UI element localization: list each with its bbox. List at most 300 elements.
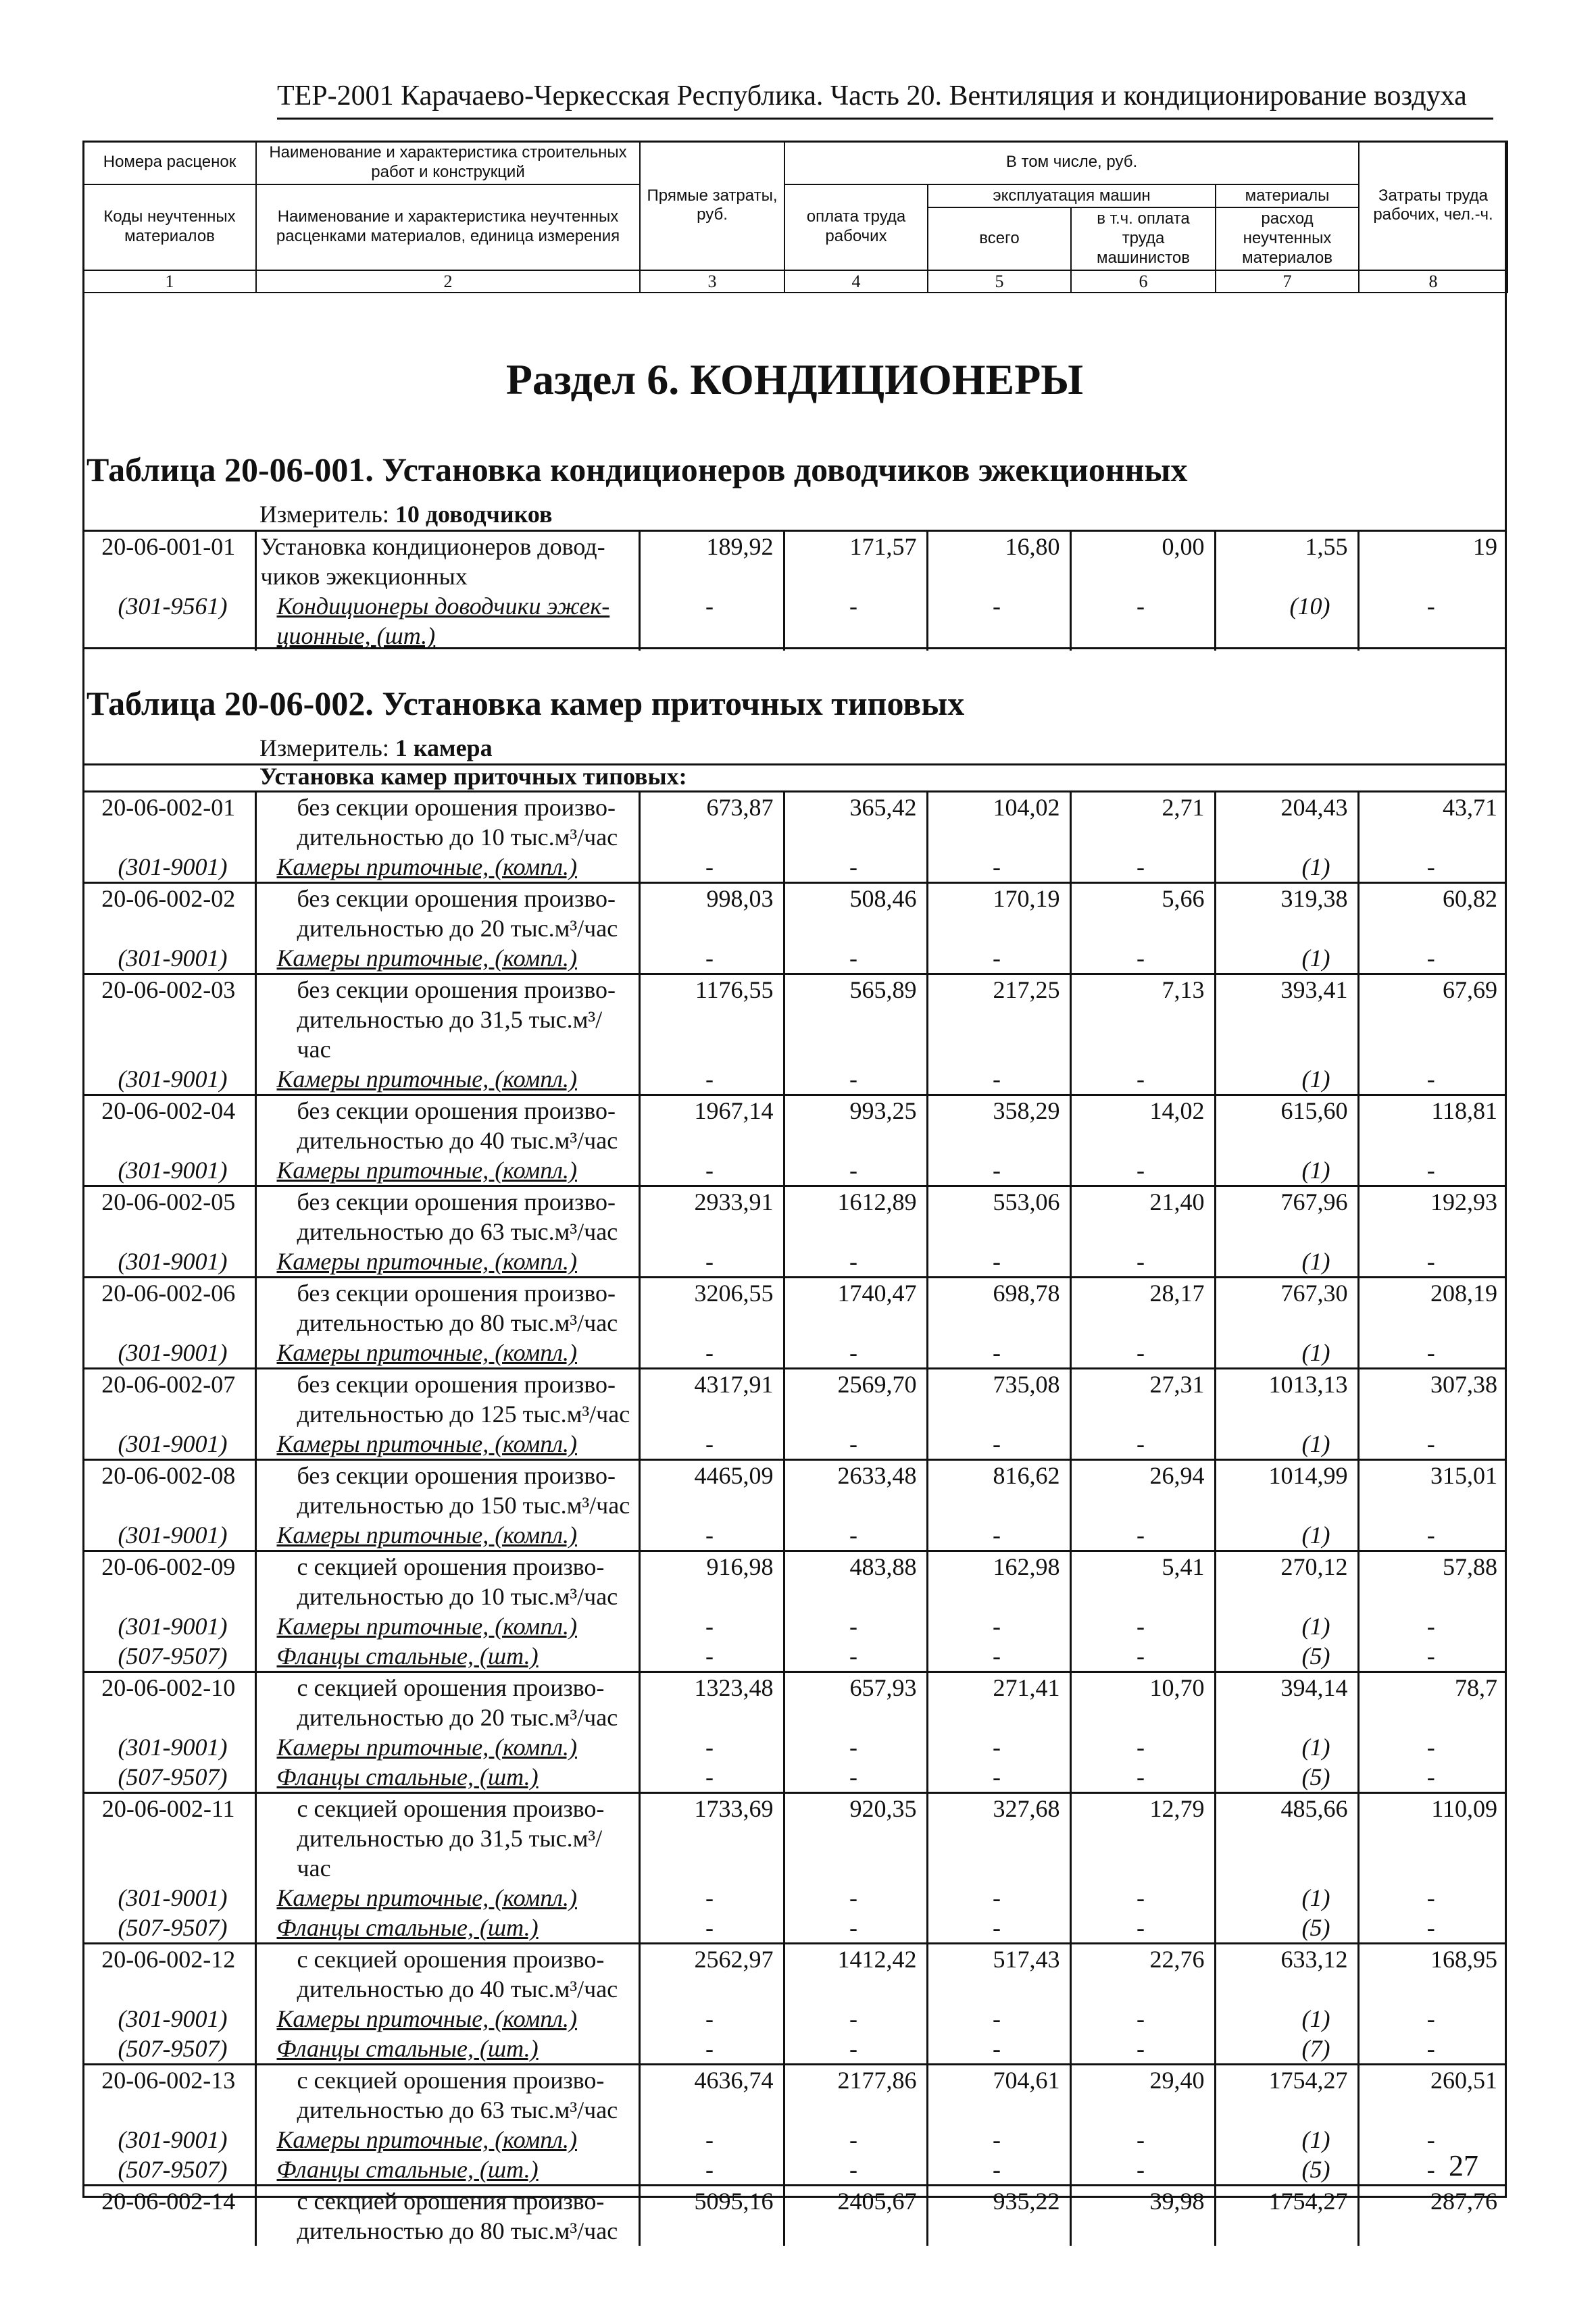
material-cell: (1) <box>1215 1520 1358 1551</box>
material-cell: (5) <box>1215 2155 1358 2186</box>
machines-total-cell: - <box>927 1064 1070 1095</box>
machines-total-cell: - <box>927 1338 1070 1369</box>
labor-hours-cell: 118,81 <box>1358 1095 1507 1156</box>
material-row <box>82 852 1507 883</box>
direct-cost-cell: - <box>639 1611 784 1641</box>
material-cell: (5) <box>1215 1641 1358 1672</box>
worker-pay-cell: - <box>784 1611 927 1641</box>
labor-hours-cell: 287,76 <box>1358 2186 1507 2246</box>
rate-code-cell: 20-06-002-10 <box>82 1672 255 1733</box>
direct-cost-cell: - <box>639 1247 784 1278</box>
worker-pay-cell: - <box>784 1155 927 1186</box>
material-cell: (1) <box>1215 1247 1358 1278</box>
material-cell: 767,96 <box>1215 1186 1358 1247</box>
labor-hours-cell: - <box>1358 1611 1507 1641</box>
worker-pay-cell: 993,25 <box>784 1095 927 1156</box>
labor-hours-cell: - <box>1358 1520 1507 1551</box>
worker-pay-cell: - <box>784 1641 927 1672</box>
machinist-pay-cell: - <box>1070 1064 1215 1095</box>
worker-pay-cell: 920,35 <box>784 1793 927 1884</box>
rate-code-cell: 20-06-002-05 <box>82 1186 255 1247</box>
col-labor-hours-header: Затраты труда рабочих, чел.-ч. <box>1359 141 1507 270</box>
rate-code-cell: 20-06-002-11 <box>82 1793 255 1884</box>
machinist-pay-cell: 0,00 <box>1070 531 1215 592</box>
direct-cost-cell: 4636,74 <box>639 2065 784 2126</box>
work-name-cell: Камеры приточные, (компл.) <box>255 943 639 974</box>
work-name-cell: Фланцы стальные, (шт.) <box>255 1641 639 1672</box>
material-cell: (1) <box>1215 2125 1358 2155</box>
col-material-name-header: Наименование и характеристика неучтенных расценками материалов, единица измерения <box>256 184 640 270</box>
table2-title: Таблица 20-06-002. Установка камер приточных типовых <box>86 684 965 722</box>
col-number-4: 4 <box>784 270 928 293</box>
work-name-cell: Камеры приточные, (компл.) <box>255 1883 639 1913</box>
machinist-pay-cell: 29,40 <box>1070 2065 1215 2126</box>
rate-code-cell: (301-9001) <box>118 1065 228 1092</box>
labor-hours-cell: 260,51 <box>1358 2065 1507 2126</box>
material-cell: (1) <box>1215 1155 1358 1186</box>
machinist-pay-cell: - <box>1070 1913 1215 1944</box>
work-name-cell: с секцией орошения произво-дительностью до 20 тыс.м³/час <box>255 1672 639 1733</box>
machinist-pay-cell: - <box>1070 852 1215 883</box>
work-name-cell: Фланцы стальные, (шт.) <box>255 2034 639 2065</box>
labor-hours-cell: - <box>1358 2155 1507 2186</box>
machinist-pay-cell: - <box>1070 2155 1215 2186</box>
material-row <box>82 1155 1507 1186</box>
material-cell: 204,43 <box>1215 792 1358 853</box>
machinist-pay-cell: 12,79 <box>1070 1793 1215 1884</box>
labor-hours-cell: - <box>1358 2004 1507 2034</box>
rate-code-cell: (301-9001) <box>118 1734 228 1761</box>
col-number-8: 8 <box>1359 270 1507 293</box>
machines-total-cell: 327,68 <box>927 1793 1070 1884</box>
labor-hours-cell: - <box>1358 1247 1507 1278</box>
labor-hours-cell: 168,95 <box>1358 1944 1507 2005</box>
material-cell: 1754,27 <box>1215 2065 1358 2126</box>
direct-cost-cell: 673,87 <box>639 792 784 853</box>
material-row <box>82 1883 1507 1913</box>
labor-hours-cell: - <box>1358 2125 1507 2155</box>
machines-total-cell: 735,08 <box>927 1369 1070 1430</box>
material-cell: 767,30 <box>1215 1278 1358 1338</box>
direct-cost-cell: 5095,16 <box>639 2186 784 2246</box>
direct-cost-cell: 189,92 <box>639 531 784 592</box>
worker-pay-cell: - <box>784 1913 927 1944</box>
material-cell: (7) <box>1215 2034 1358 2065</box>
work-name-cell: Установка кондиционеров довод-чиков эжекционных <box>255 531 639 592</box>
worker-pay-cell: 1412,42 <box>784 1944 927 2005</box>
worker-pay-cell: - <box>784 1338 927 1369</box>
rate-code-cell: 20-06-002-02 <box>82 883 255 944</box>
labor-hours-cell: 19 <box>1358 531 1507 592</box>
work-name-cell: без секции орошения произво-дительностью до 31,5 тыс.м³/час <box>255 974 639 1065</box>
machinist-pay-cell: - <box>1070 2004 1215 2034</box>
rate-code-cell: 20-06-002-03 <box>82 974 255 1065</box>
rate-row <box>82 2065 1507 2126</box>
direct-cost-cell: - <box>639 1429 784 1460</box>
rate-row <box>82 2186 1507 2246</box>
rate-code-cell: (301-9001) <box>118 1521 228 1549</box>
work-name-cell: без секции орошения произво-дительностью до 125 тыс.м³/час <box>255 1369 639 1430</box>
material-row <box>82 1732 1507 1762</box>
material-row <box>82 1064 1507 1095</box>
material-cell: (1) <box>1215 2004 1358 2034</box>
machinist-pay-cell: - <box>1070 591 1215 651</box>
machinist-pay-cell: - <box>1070 1641 1215 1672</box>
material-row <box>82 2034 1507 2065</box>
material-cell: 485,66 <box>1215 1793 1358 1884</box>
rate-code-cell: (507-9507) <box>118 1914 228 1941</box>
machinist-pay-cell: 7,13 <box>1070 974 1215 1065</box>
col-number-6: 6 <box>1071 270 1216 293</box>
work-name-cell: Камеры приточные, (компл.) <box>255 1247 639 1278</box>
machines-total-cell: - <box>927 1611 1070 1641</box>
material-row <box>82 1913 1507 1944</box>
machines-total-cell: 358,29 <box>927 1095 1070 1156</box>
machines-total-cell: 935,22 <box>927 2186 1070 2246</box>
rate-code-cell: 20-06-002-07 <box>82 1369 255 1430</box>
work-name-cell: Камеры приточные, (компл.) <box>255 1611 639 1641</box>
rate-code-cell: (301-9001) <box>118 2005 228 2032</box>
table1-body <box>82 530 1507 651</box>
material-cell: (1) <box>1215 943 1358 974</box>
labor-hours-cell: 78,7 <box>1358 1672 1507 1733</box>
labor-hours-cell: - <box>1358 1338 1507 1369</box>
table1-title: Таблица 20-06-001. Установка кондиционеров доводчиков эжекционных <box>86 451 1188 488</box>
labor-hours-cell: 307,38 <box>1358 1369 1507 1430</box>
table2-measure-value: 1 камера <box>395 734 493 761</box>
direct-cost-cell: - <box>639 2004 784 2034</box>
direct-cost-cell: - <box>639 1913 784 1944</box>
material-cell: (1) <box>1215 852 1358 883</box>
material-row <box>82 1641 1507 1672</box>
machinist-pay-cell: 28,17 <box>1070 1278 1215 1338</box>
table1-measure-label: Измеритель: <box>259 501 389 528</box>
machinist-pay-cell: 2,71 <box>1070 792 1215 853</box>
material-cell: 394,14 <box>1215 1672 1358 1733</box>
worker-pay-cell: - <box>784 1520 927 1551</box>
labor-hours-cell: - <box>1358 1641 1507 1672</box>
rate-row <box>82 1369 1507 1430</box>
direct-cost-cell: - <box>639 852 784 883</box>
col-number-7: 7 <box>1216 270 1359 293</box>
rate-code-cell: (301-9001) <box>118 1339 228 1366</box>
material-row <box>82 2125 1507 2155</box>
rate-row <box>82 974 1507 1065</box>
work-name-cell: Камеры приточные, (компл.) <box>255 1429 639 1460</box>
machinist-pay-cell: - <box>1070 1732 1215 1762</box>
worker-pay-cell: 483,88 <box>784 1551 927 1612</box>
rate-code-cell: (301-9001) <box>118 1884 228 1911</box>
material-cell: 615,60 <box>1215 1095 1358 1156</box>
worker-pay-cell: - <box>784 1732 927 1762</box>
machinist-pay-cell: 39,98 <box>1070 2186 1215 2246</box>
direct-cost-cell: - <box>639 943 784 974</box>
worker-pay-cell: 1612,89 <box>784 1186 927 1247</box>
section-title: Раздел 6. КОНДИЦИОНЕРЫ <box>505 355 1084 403</box>
direct-cost-cell: 2933,91 <box>639 1186 784 1247</box>
worker-pay-cell: - <box>784 1064 927 1095</box>
work-name-cell: Камеры приточные, (компл.) <box>255 1064 639 1095</box>
material-cell: (1) <box>1215 1064 1358 1095</box>
worker-pay-cell: - <box>784 943 927 974</box>
rate-row <box>82 1793 1507 1884</box>
machines-total-cell: - <box>927 1429 1070 1460</box>
table2-measure <box>259 734 493 762</box>
direct-cost-cell: 916,98 <box>639 1551 784 1612</box>
col-direct-cost-header: Прямые затраты, руб. <box>640 141 784 270</box>
machinist-pay-cell: - <box>1070 2034 1215 2065</box>
rate-code-cell: (507-9507) <box>118 2035 228 2062</box>
material-cell: (1) <box>1215 1883 1358 1913</box>
table1-measure-value: 10 доводчиков <box>395 501 553 528</box>
machines-total-cell: 217,25 <box>927 974 1070 1065</box>
direct-cost-cell: - <box>639 1641 784 1672</box>
machines-total-cell: 553,06 <box>927 1186 1070 1247</box>
worker-pay-cell: 171,57 <box>784 531 927 592</box>
machinist-pay-cell: 26,94 <box>1070 1460 1215 1521</box>
machinist-pay-cell: - <box>1070 1762 1215 1793</box>
machines-total-cell: 16,80 <box>927 531 1070 592</box>
direct-cost-cell: - <box>639 591 784 651</box>
direct-cost-cell: - <box>639 1732 784 1762</box>
material-cell: 633,12 <box>1215 1944 1358 2005</box>
work-name-cell: без секции орошения произво-дительностью до 10 тыс.м³/час <box>255 792 639 853</box>
work-name-cell: Камеры приточные, (компл.) <box>255 1338 639 1369</box>
machines-total-cell: - <box>927 1247 1070 1278</box>
labor-hours-cell: 208,19 <box>1358 1278 1507 1338</box>
direct-cost-cell: - <box>639 2125 784 2155</box>
rate-code-cell: (507-9507) <box>118 1763 228 1790</box>
machines-total-cell: - <box>927 1883 1070 1913</box>
rate-row <box>82 1186 1507 1247</box>
direct-cost-cell: - <box>639 1155 784 1186</box>
work-name-cell: без секции орошения произво-дительностью до 40 тыс.м³/час <box>255 1095 639 1156</box>
machines-total-cell: - <box>927 2034 1070 2065</box>
labor-hours-cell: - <box>1358 943 1507 974</box>
direct-cost-cell: 4317,91 <box>639 1369 784 1430</box>
machines-total-cell: - <box>927 2125 1070 2155</box>
rate-row <box>82 1672 1507 1733</box>
table2-group-label: Установка камер приточных типовых: <box>259 763 687 790</box>
rate-code-cell: 20-06-002-13 <box>82 2065 255 2126</box>
machines-total-cell: 104,02 <box>927 792 1070 853</box>
machinist-pay-cell: - <box>1070 1883 1215 1913</box>
worker-pay-cell: 365,42 <box>784 792 927 853</box>
material-cell: (1) <box>1215 1338 1358 1369</box>
work-name-cell: Камеры приточные, (компл.) <box>255 1155 639 1186</box>
direct-cost-cell: 998,03 <box>639 883 784 944</box>
rate-code-cell: (507-9507) <box>118 1642 228 1669</box>
machines-total-cell: 170,19 <box>927 883 1070 944</box>
rate-code-cell: 20-06-002-01 <box>82 792 255 853</box>
rate-code-cell: (301-9561) <box>118 593 228 620</box>
material-row <box>82 1611 1507 1641</box>
col-number-1: 1 <box>83 270 256 293</box>
material-cell: 1754,27 <box>1215 2186 1358 2246</box>
rate-row <box>82 1551 1507 1612</box>
machines-total-cell: 816,62 <box>927 1460 1070 1521</box>
material-row <box>82 1520 1507 1551</box>
labor-hours-cell: 315,01 <box>1358 1460 1507 1521</box>
rate-row <box>82 1095 1507 1156</box>
col-machines-header: эксплуатация машин <box>928 184 1216 208</box>
machinist-pay-cell: - <box>1070 1247 1215 1278</box>
direct-cost-cell: 1733,69 <box>639 1793 784 1884</box>
rate-code-cell: 20-06-001-01 <box>82 531 255 592</box>
material-row <box>82 1429 1507 1460</box>
labor-hours-cell: - <box>1358 1762 1507 1793</box>
worker-pay-cell: - <box>784 852 927 883</box>
machinist-pay-cell: 10,70 <box>1070 1672 1215 1733</box>
direct-cost-cell: - <box>639 1883 784 1913</box>
rate-code-cell: (301-9001) <box>118 1613 228 1640</box>
machinist-pay-cell: 27,31 <box>1070 1369 1215 1430</box>
direct-cost-cell: - <box>639 2155 784 2186</box>
material-row <box>82 2004 1507 2034</box>
material-row <box>82 1338 1507 1369</box>
rate-code-cell: 20-06-002-14 <box>82 2186 255 2246</box>
labor-hours-cell: 60,82 <box>1358 883 1507 944</box>
col-material-code-header: Коды неучтенных материалов <box>83 184 256 270</box>
page-number: 27 <box>1449 2149 1478 2182</box>
machines-total-cell: 162,98 <box>927 1551 1070 1612</box>
labor-hours-cell: - <box>1358 1913 1507 1944</box>
labor-hours-cell: - <box>1358 1064 1507 1095</box>
col-number-3: 3 <box>640 270 784 293</box>
rate-code-cell: 20-06-002-09 <box>82 1551 255 1612</box>
machines-total-cell: - <box>927 1913 1070 1944</box>
machines-total-cell: - <box>927 1762 1070 1793</box>
labor-hours-cell: - <box>1358 591 1507 651</box>
worker-pay-cell: 2633,48 <box>784 1460 927 1521</box>
material-cell: (1) <box>1215 1611 1358 1641</box>
machines-total-cell: - <box>927 2155 1070 2186</box>
direct-cost-cell: 1323,48 <box>639 1672 784 1733</box>
worker-pay-cell: 508,46 <box>784 883 927 944</box>
material-row <box>82 1247 1507 1278</box>
machines-total-cell: - <box>927 1732 1070 1762</box>
machinist-pay-cell: - <box>1070 1429 1215 1460</box>
table2-body <box>82 790 1507 2246</box>
machines-total-cell: 698,78 <box>927 1278 1070 1338</box>
work-name-cell: Камеры приточные, (компл.) <box>255 2125 639 2155</box>
work-name-cell: с секцией орошения произво-дительностью до 63 тыс.м³/час <box>255 2065 639 2126</box>
direct-cost-cell: 1967,14 <box>639 1095 784 1156</box>
work-name-cell: Камеры приточные, (компл.) <box>255 2004 639 2034</box>
table1-bottom-rule <box>82 647 1507 649</box>
material-cell: 319,38 <box>1215 883 1358 944</box>
work-name-cell: Кондиционеры доводчики эжек-ционные, (шт.) <box>255 591 639 651</box>
worker-pay-cell: 1740,47 <box>784 1278 927 1338</box>
labor-hours-cell: - <box>1358 2034 1507 2065</box>
machines-total-cell: - <box>927 943 1070 974</box>
material-cell: 1014,99 <box>1215 1460 1358 1521</box>
work-name-cell: без секции орошения произво-дительностью до 63 тыс.м³/час <box>255 1186 639 1247</box>
work-name-cell: Камеры приточные, (компл.) <box>255 1520 639 1551</box>
work-name-cell: Фланцы стальные, (шт.) <box>255 2155 639 2186</box>
material-cell: 393,41 <box>1215 974 1358 1065</box>
rate-code-cell: (301-9001) <box>118 2126 228 2153</box>
machines-total-cell: - <box>927 1641 1070 1672</box>
labor-hours-cell: - <box>1358 1429 1507 1460</box>
machines-total-cell: - <box>927 2004 1070 2034</box>
worker-pay-cell: - <box>784 1429 927 1460</box>
machines-total-cell: 271,41 <box>927 1672 1070 1733</box>
col-number-5: 5 <box>928 270 1071 293</box>
rate-code-cell: (301-9001) <box>118 1430 228 1457</box>
direct-cost-cell: 3206,55 <box>639 1278 784 1338</box>
direct-cost-cell: - <box>639 2034 784 2065</box>
rate-code-cell: (301-9001) <box>118 853 228 880</box>
rate-code-cell: 20-06-002-12 <box>82 1944 255 2005</box>
material-cell: 1013,13 <box>1215 1369 1358 1430</box>
material-cell: 1,55 <box>1215 531 1358 592</box>
worker-pay-cell: 2569,70 <box>784 1369 927 1430</box>
labor-hours-cell: 67,69 <box>1358 974 1507 1065</box>
worker-pay-cell: - <box>784 2155 927 2186</box>
worker-pay-cell: 657,93 <box>784 1672 927 1733</box>
work-name-cell: с секцией орошения произво-дительностью до 31,5 тыс.м³/час <box>255 1793 639 1884</box>
table2-measure-label: Измеритель: <box>259 734 389 761</box>
machines-total-cell: - <box>927 852 1070 883</box>
rate-row <box>82 792 1507 853</box>
direct-cost-cell: 1176,55 <box>639 974 784 1065</box>
worker-pay-cell: - <box>784 1883 927 1913</box>
machinist-pay-cell: 5,66 <box>1070 883 1215 944</box>
direct-cost-cell: - <box>639 1338 784 1369</box>
material-cell: (1) <box>1215 1732 1358 1762</box>
material-row <box>82 943 1507 974</box>
work-name-cell: с секцией орошения произво-дительностью до 80 тыс.м³/час <box>255 2186 639 2246</box>
material-cell: (10) <box>1215 591 1358 651</box>
worker-pay-cell: - <box>784 2004 927 2034</box>
labor-hours-cell: 43,71 <box>1358 792 1507 853</box>
rate-row <box>82 1460 1507 1521</box>
material-cell: (5) <box>1215 1913 1358 1944</box>
direct-cost-cell: - <box>639 1064 784 1095</box>
direct-cost-cell: 2562,97 <box>639 1944 784 2005</box>
material-cell: (5) <box>1215 1762 1358 1793</box>
rate-code-cell: 20-06-002-08 <box>82 1460 255 1521</box>
rate-code-cell: (301-9001) <box>118 1157 228 1184</box>
col-worker-pay-header: оплата труда рабочих <box>784 184 928 270</box>
machines-total-cell: - <box>927 591 1070 651</box>
direct-cost-cell: - <box>639 1762 784 1793</box>
machinist-pay-cell: - <box>1070 1155 1215 1186</box>
labor-hours-cell: - <box>1358 1732 1507 1762</box>
machinist-pay-cell: - <box>1070 943 1215 974</box>
rate-code-cell: (507-9507) <box>118 2156 228 2183</box>
rate-code-cell: (301-9001) <box>118 945 228 972</box>
work-name-cell: Фланцы стальные, (шт.) <box>255 1762 639 1793</box>
machines-total-cell: - <box>927 1155 1070 1186</box>
worker-pay-cell: 565,89 <box>784 974 927 1065</box>
machines-total-cell: 517,43 <box>927 1944 1070 2005</box>
rate-row <box>82 1944 1507 2005</box>
machines-total-cell: 704,61 <box>927 2065 1070 2126</box>
running-header: ТЕР-2001 Карачаево-Черкесская Республика. Часть 20. Вентиляция и кондиционирование воздуха <box>277 80 1467 111</box>
work-name-cell: Камеры приточные, (компл.) <box>255 1732 639 1762</box>
rate-row <box>82 883 1507 944</box>
machinist-pay-cell: 14,02 <box>1070 1095 1215 1156</box>
machinist-pay-cell: - <box>1070 1520 1215 1551</box>
machinist-pay-cell: - <box>1070 2125 1215 2155</box>
direct-cost-cell: - <box>639 1520 784 1551</box>
worker-pay-cell: 2405,67 <box>784 2186 927 2246</box>
labor-hours-cell: 192,93 <box>1358 1186 1507 1247</box>
rate-row <box>82 531 1507 592</box>
material-row <box>82 1762 1507 1793</box>
